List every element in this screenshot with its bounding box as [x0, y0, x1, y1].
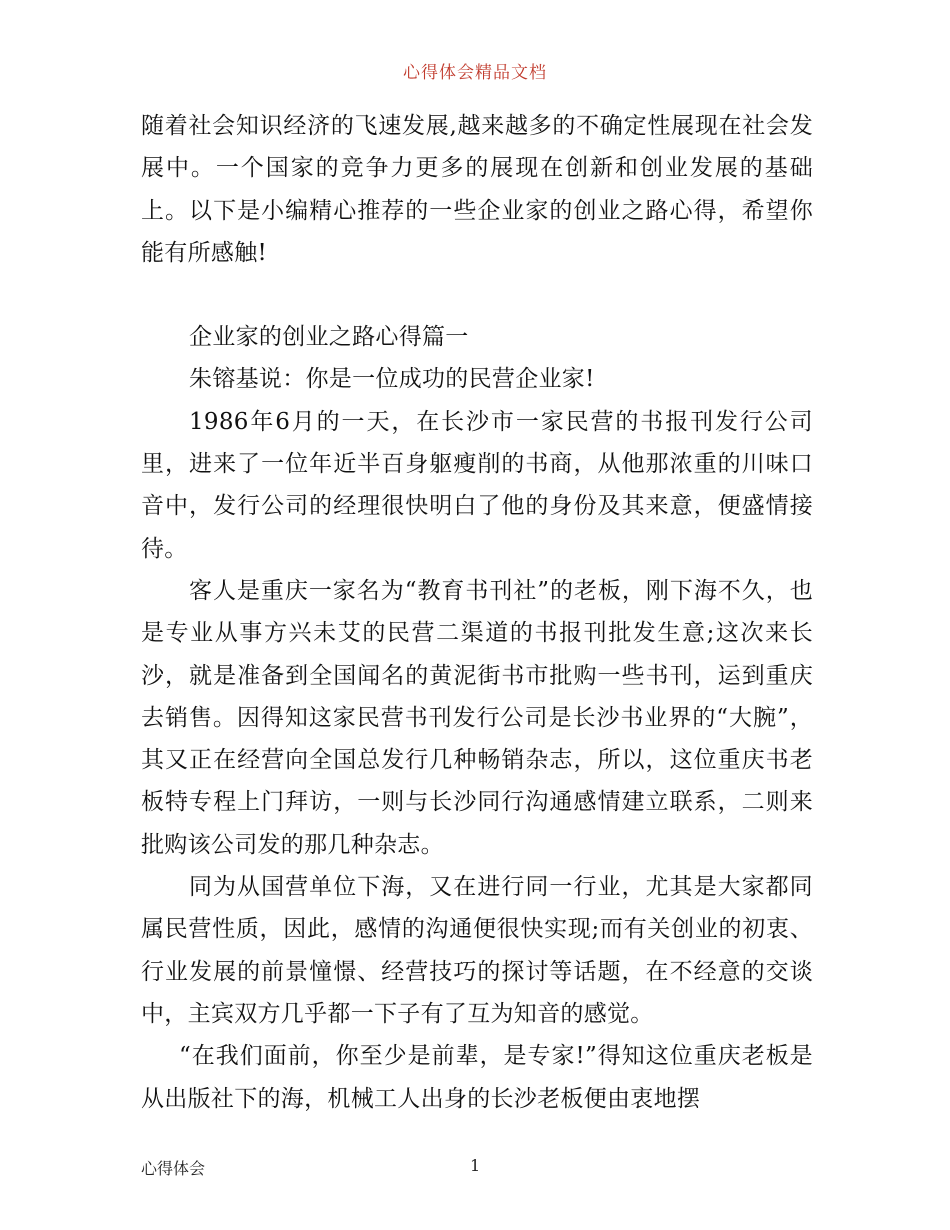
section-title: 企业家的创业之路心得篇一: [189, 324, 469, 351]
body-paragraph: 客人是重庆一家名为“教育书刊社”的老板，刚下海不久，也是专业从事方兴未艾的民营二渠道的书报刊批发生意;这次来长沙，就是准备到全国闻名的黄泥街书市批购一些书刊，运到重庆去销售。因得知这家民营书刊发行公司是长沙书业界的“大腕”，其又正在经营向全国总发行几种畅销杂志，所以，这位重庆书老板特专程上门拜访，一则与长沙同行沟通感情建立联系，二则来批购该公司发的那几种杂志。: [141, 577, 813, 858]
body-paragraph: 1986年6月的一天，在长沙市一家民营的书报刊发行公司里，进来了一位年近半百身躯瘦削的书商，从他那浓重的川味口音中，发行公司的经理很快明白了他的身份及其来意，便盛情接待。: [141, 408, 813, 562]
page-number: 1: [470, 1156, 481, 1175]
paragraph-spacer: [141, 274, 813, 316]
document-header-title: 心得体会精品文档: [403, 63, 547, 83]
body-paragraph: “在我们面前，你至少是前辈，是专家!”得知这位重庆老板是从出版社下的海，机械工人出身的长沙老板便由衷地摆: [141, 1043, 813, 1112]
intro-paragraph: 随着社会知识经济的飞速发展,越来越多的不确定性展现在社会发展中。一个国家的竞争力更多的展现在创新和创业发展的基础上。以下是小编精心推荐的一些企业家的创业之路心得，希望你能有所感触!: [141, 113, 813, 266]
body-paragraph: 同为从国营单位下海，又在进行同一行业，尤其是大家都同属民营性质，因此，感情的沟通便很快实现;而有关创业的初衷、行业发展的前景憧憬、经营技巧的探讨等话题，在不经意的交谈中，主宾双方几乎都一下子有了互为知音的感觉。: [141, 874, 813, 1027]
document-body: [141, 105, 813, 1120]
section-subtitle: 朱镕基说：你是一位成功的民营企业家!: [189, 366, 595, 393]
footer-label: 心得体会: [141, 1159, 206, 1178]
